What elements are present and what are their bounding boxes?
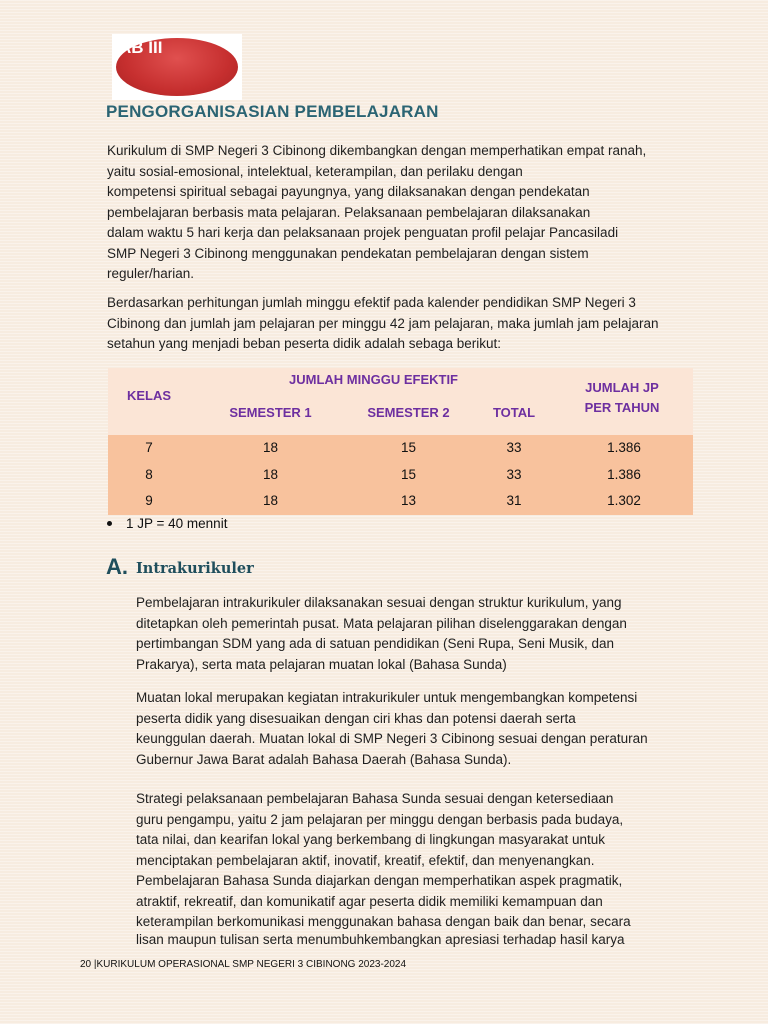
intro-line: SMP Negeri 3 Cibinong menggunakan pendekatan pembelajaran dengan sistem (107, 245, 589, 261)
paragraph-line: guru pengampu, yaitu 2 jam pelajaran per minggu dengan berbasis pada budaya, (136, 811, 624, 827)
intro-line: reguler/harian. (107, 266, 195, 281)
table-row (108, 488, 693, 515)
intrakurikuler-paragraph-3 (136, 789, 631, 947)
cell-total: 33 (506, 440, 522, 455)
jp-note-bullet (107, 516, 227, 531)
calc-line: Cibinong dan jumlah jam pelajaran per minggu 42 jam pelajaran, maka jumlah jam pelajaran (107, 315, 659, 331)
paragraph-line: pertimbangan SDM yang ada di satuan pendidikan (Seni Rupa, Seni Musik, dan (136, 636, 615, 651)
cell-jp: 1.386 (607, 466, 641, 482)
paragraph-line: Prakarya), serta mata pelajaran muatan lokal (Bahasa Sunda) (136, 656, 507, 672)
calc-line: Berdasarkan perhitungan jumlah minggu efektif pada kalender pendidikan SMP Negeri 3 (107, 295, 636, 310)
paragraph-line: Pembelajaran intrakurikuler dilaksanakan sesuai dengan struktur kurikulum, yang (136, 595, 622, 610)
calc-line: setahun yang menjadi beban peserta didik adalah sebaga berikut: (107, 336, 502, 351)
bullet-dot-icon (107, 521, 112, 526)
cell-jp: 1.302 (607, 493, 641, 508)
page-footer: 20 |KURIKULUM OPERASIONAL SMP NEGERI 3 CIBINONG 2023-2024 (80, 959, 407, 970)
cell-sem1: 18 (262, 466, 279, 482)
intro-paragraph (107, 141, 646, 285)
paragraph-line: keunggulan daerah. Muatan lokal di SMP Negeri 3 Cibinong sesuai dengan peraturan (136, 731, 648, 746)
header-kelas: KELAS (126, 388, 172, 403)
paragraph-line: peserta didik yang disesuaikan dengan ciri khas dan potensi daerah serta (136, 710, 576, 726)
cell-sem2: 15 (400, 466, 417, 482)
cell-sem2: 13 (400, 493, 417, 508)
paragraph-line: tata nilai, dan kearifan lokal yang berkembang di lingkungan masyarakat untuk (136, 832, 606, 847)
intro-line: pembelajaran berbasis mata pelajaran. Pelaksanaan pembelajaran dilaksanakan (107, 204, 591, 220)
cell-jp: 1.386 (607, 440, 641, 455)
cell-sem2: 15 (400, 440, 417, 455)
cell-sem1: 18 (262, 493, 279, 508)
section-letter: A. (106, 554, 128, 579)
chapter-badge-text: AB III (119, 38, 163, 57)
chapter-title: PENGORGANISASIAN PEMBELAJARAN (106, 102, 439, 121)
paragraph-line: Muatan lokal merupakan kegiatan intrakurikuler untuk mengembangkan kompetensi (136, 690, 638, 705)
cell-total: 31 (506, 493, 522, 508)
header-total: TOTAL (492, 405, 536, 420)
cell-kelas: 9 (145, 493, 153, 508)
header-semester-2: SEMESTER 2 (367, 405, 450, 420)
intro-line: yaitu sosial-emosional, intelektual, keterampilan, dan perilaku dengan (107, 163, 523, 179)
intro-line: dalam waktu 5 hari kerja dan pelaksanaan projek penguatan profil pelajar Pancasiladi (107, 225, 619, 240)
chapter-badge (112, 34, 242, 100)
calculation-paragraph (107, 293, 659, 355)
section-title: Intrakurikuler (136, 560, 254, 577)
cell-sem1: 18 (262, 440, 279, 455)
paragraph-line: ditetapkan oleh pemerintah pusat. Mata pelajaran pilihan diselenggarakan dengan (136, 615, 627, 631)
jp-table-header (108, 368, 693, 434)
table-row (108, 434, 693, 462)
intro-line: Kurikulum di SMP Negeri 3 Cibinong dikembangkan dengan memperhatikan empat ranah, (107, 143, 647, 158)
paragraph-line: Strategi pelaksanaan pembelajaran Bahasa Sunda sesuai dengan ketersediaan (136, 791, 614, 806)
header-jp-line1: JUMLAH JP (585, 380, 659, 395)
jp-table (108, 368, 693, 515)
header-minggu-efektif: JUMLAH MINGGU EFEKTIF (289, 372, 458, 387)
paragraph-line: menciptakan pembelajaran aktif, inovatif, kreatif, efektif, dan menyenangkan. (136, 852, 595, 868)
paragraph-line: keterampilan berkomunikasi menggunakan bahasa dengan baik dan benar, secara (136, 914, 631, 929)
paragraph-line: Gubernur Jawa Barat adalah Bahasa Daerah (Bahasa Sunda). (136, 751, 512, 767)
table-row (108, 462, 693, 489)
paragraph-line: atraktif, rekreatif, dan komunikatif agar peserta didik memiliki kemampuan dan (136, 893, 603, 909)
cell-kelas: 8 (145, 466, 153, 482)
intro-line: kompetensi spiritual sebagai payungnya, yang dilaksanakan dengan pendekatan (107, 184, 590, 199)
header-semester-1: SEMESTER 1 (229, 405, 312, 420)
intrakurikuler-paragraph-1 (136, 593, 627, 675)
paragraph-line: lisan maupun tulisan serta menumbuhkembangkan apresiasi terhadap hasil karya (136, 931, 625, 947)
jp-note-text: 1 JP = 40 mennit (126, 516, 228, 531)
intrakurikuler-paragraph-2 (136, 688, 648, 770)
header-jp-line2: PER TAHUN (584, 400, 660, 415)
cell-total: 33 (506, 466, 522, 482)
cell-kelas: 7 (145, 440, 153, 455)
paragraph-line: Pembelajaran Bahasa Sunda diajarkan dengan memperhatikan aspek pragmatik, (136, 873, 623, 888)
